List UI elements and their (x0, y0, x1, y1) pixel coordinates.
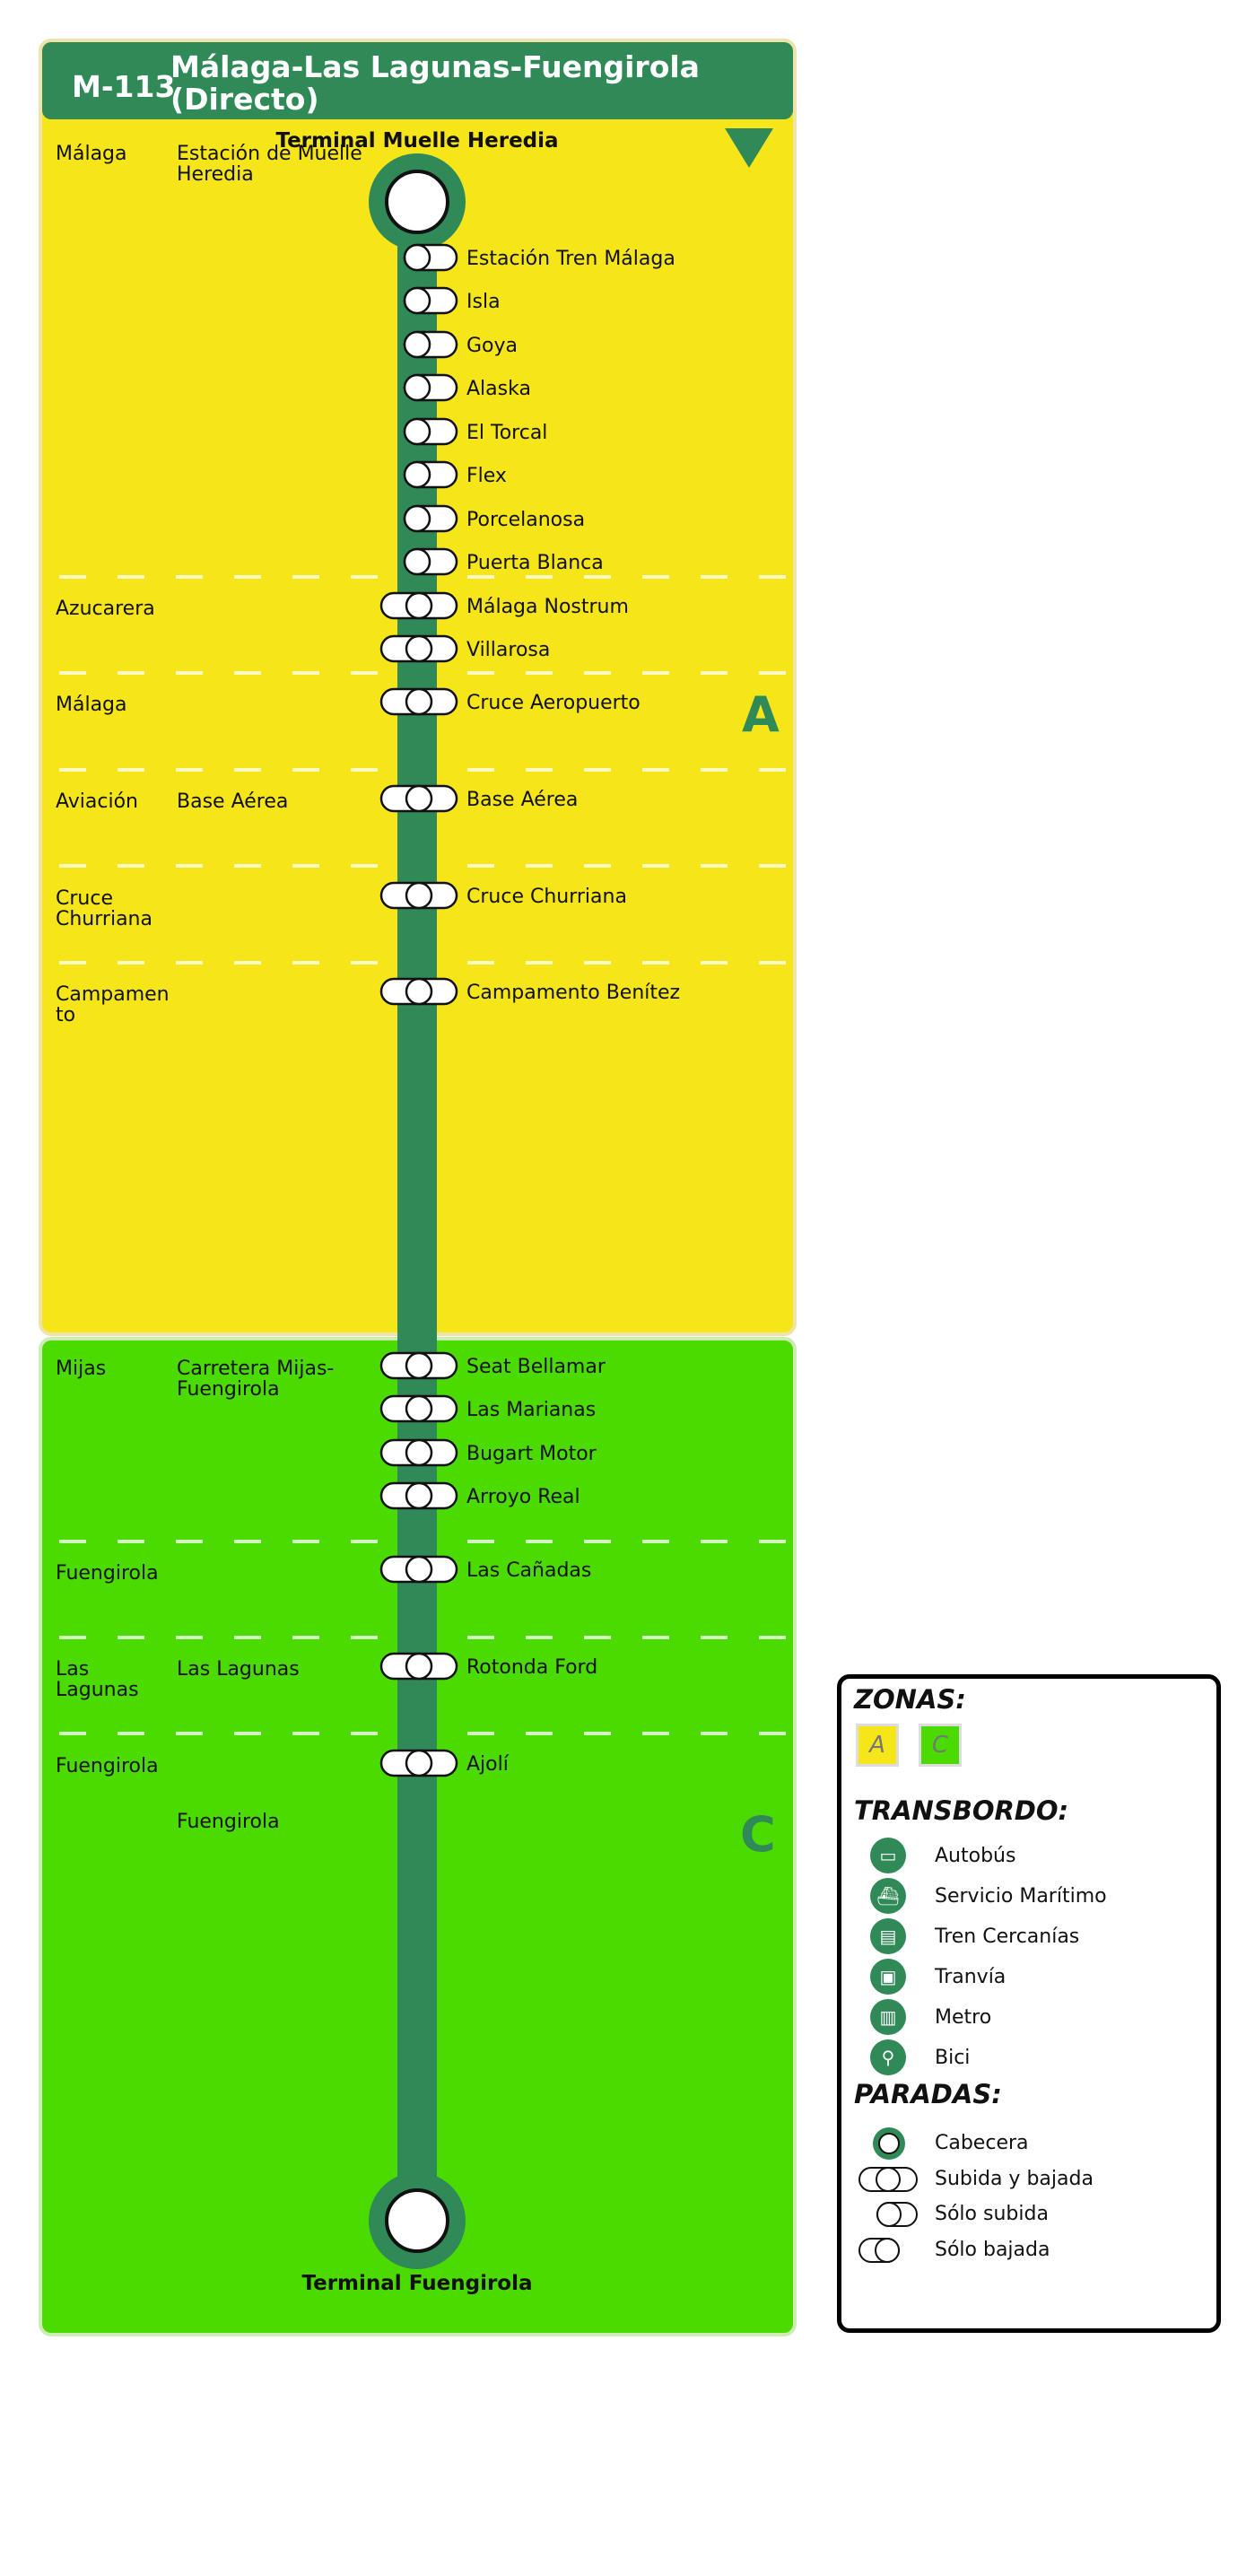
legend-box (837, 1674, 1221, 2333)
stop-marker (405, 375, 457, 400)
bus-icon: ▭ (870, 1838, 906, 1873)
legend-zone-c-swatch: C (919, 1724, 962, 1767)
stop-name: Las Marianas (466, 1399, 597, 1421)
stop-name: Porcelanosa (466, 509, 586, 531)
transfer-label: Tren Cercanías (935, 1925, 1080, 1948)
stop-name: Isla (466, 291, 501, 313)
stop-marker (381, 883, 457, 908)
stop-name: Alaska (466, 378, 531, 400)
bike-icon: ⚲ (870, 2039, 906, 2075)
stop-marker (381, 1396, 457, 1421)
route-title-sub: (Directo) (170, 82, 319, 117)
legend-stop-label: Cabecera (935, 2132, 1029, 2154)
stop-marker (381, 1557, 457, 1582)
stop-name: Cruce Churriana (466, 886, 627, 908)
stop-name: Las Cañadas (466, 1559, 592, 1582)
municipality-label: Azucarera (56, 598, 155, 620)
ship-icon: ⛴ (870, 1878, 906, 1914)
stop-name: Bugart Motor (466, 1443, 597, 1465)
municipality-label: Fuengirola (56, 1755, 159, 1777)
stop-marker (381, 689, 457, 714)
stop-name: Flex (466, 465, 507, 487)
locality-label: Estación de Muelle (177, 143, 362, 165)
solo-bajada-symbol-icon (859, 2239, 899, 2262)
stop-marker (405, 506, 457, 531)
tram-icon: ▣ (870, 1959, 906, 1995)
terminal-end-label: Terminal Fuengirola (301, 2272, 533, 2295)
stop-name: Ajolí (466, 1753, 509, 1776)
legend-stop-label: Sólo subida (935, 2203, 1049, 2225)
municipality-label: Lagunas (56, 1679, 139, 1701)
stop-marker (381, 1483, 457, 1508)
stop-name: Puerta Blanca (466, 552, 604, 574)
municipality-label: Campamen (56, 983, 170, 1006)
legend-stop-label: Subida y bajada (935, 2168, 1094, 2190)
cabecera-symbol-icon (873, 2127, 905, 2160)
route-line (397, 202, 437, 2221)
municipality-label: Málaga (56, 143, 127, 165)
solo-subida-symbol-icon (877, 2203, 917, 2226)
stop-name: Arroyo Real (466, 1486, 580, 1508)
terminal-start-label: Terminal Muelle Heredia (275, 129, 559, 153)
train-icon: ▤ (870, 1918, 906, 1954)
locality-label: Fuengirola (177, 1378, 280, 1401)
municipality-label: Mijas (56, 1358, 107, 1380)
stop-name: Rotonda Ford (466, 1656, 598, 1679)
route-code: M-113 (72, 69, 176, 104)
stop-marker (405, 549, 457, 574)
stop-marker (381, 1353, 457, 1378)
transfer-label: Autobús (935, 1845, 1016, 1867)
stop-marker (381, 593, 457, 618)
zone-c-label: C (740, 1806, 776, 1863)
stop-marker (381, 1654, 457, 1679)
transfer-label: Bici (935, 2047, 971, 2069)
stop-name: Goya (466, 335, 519, 357)
legend-stop-label: Sólo bajada (935, 2239, 1050, 2261)
stop-name: Estación Tren Málaga (466, 248, 675, 270)
municipality-label: Churriana (56, 908, 153, 930)
municipality-label: Aviación (56, 790, 138, 813)
municipality-label: Cruce (56, 887, 113, 910)
stop-marker (405, 419, 457, 444)
municipality-label: Málaga (56, 694, 127, 716)
legend-stops-heading: PARADAS: (854, 2079, 1002, 2109)
stop-name: Base Aérea (466, 789, 579, 811)
locality-label: Base Aérea (177, 790, 289, 813)
stop-name: Campamento Benítez (466, 982, 681, 1004)
transfer-label: Servicio Marítimo (935, 1885, 1107, 1908)
stop-name: Villarosa (466, 639, 551, 661)
legend-transfer-heading: TRANSBORDO: (854, 1795, 1069, 1826)
metro-icon: ▥ (870, 1999, 906, 2035)
transfer-label: Metro (935, 2006, 992, 2029)
zone-a-label: A (742, 686, 780, 743)
legend-zones-heading: ZONAS: (854, 1684, 966, 1715)
stop-name: Málaga Nostrum (466, 596, 629, 618)
stop-name: Seat Bellamar (466, 1356, 606, 1378)
locality-label: Heredia (177, 163, 254, 186)
locality-label: Fuengirola (177, 1811, 280, 1833)
stop-marker (381, 1440, 457, 1465)
terminal-start (369, 153, 466, 250)
locality-label: Carretera Mijas- (177, 1358, 335, 1380)
stop-name: El Torcal (466, 422, 548, 444)
locality-label: Las Lagunas (177, 1658, 300, 1681)
stop-marker (405, 245, 457, 270)
stop-name: Cruce Aeropuerto (466, 692, 641, 714)
stop-marker (381, 979, 457, 1004)
municipality-label: Fuengirola (56, 1562, 159, 1585)
stop-marker (405, 288, 457, 313)
route-title: Málaga-Las Lagunas-Fuengirola (170, 49, 700, 84)
municipality-label: to (56, 1004, 76, 1026)
stop-marker (381, 1751, 457, 1776)
subida-bajada-symbol-icon (859, 2168, 917, 2191)
stop-marker (381, 636, 457, 661)
transfer-label: Tranvía (935, 1966, 1007, 1988)
legend-zone-a-swatch: A (856, 1724, 899, 1767)
stop-marker (381, 786, 457, 811)
stop-marker (405, 332, 457, 357)
terminal-end (369, 2172, 466, 2269)
municipality-label: Las (56, 1658, 90, 1681)
stop-marker (405, 462, 457, 487)
